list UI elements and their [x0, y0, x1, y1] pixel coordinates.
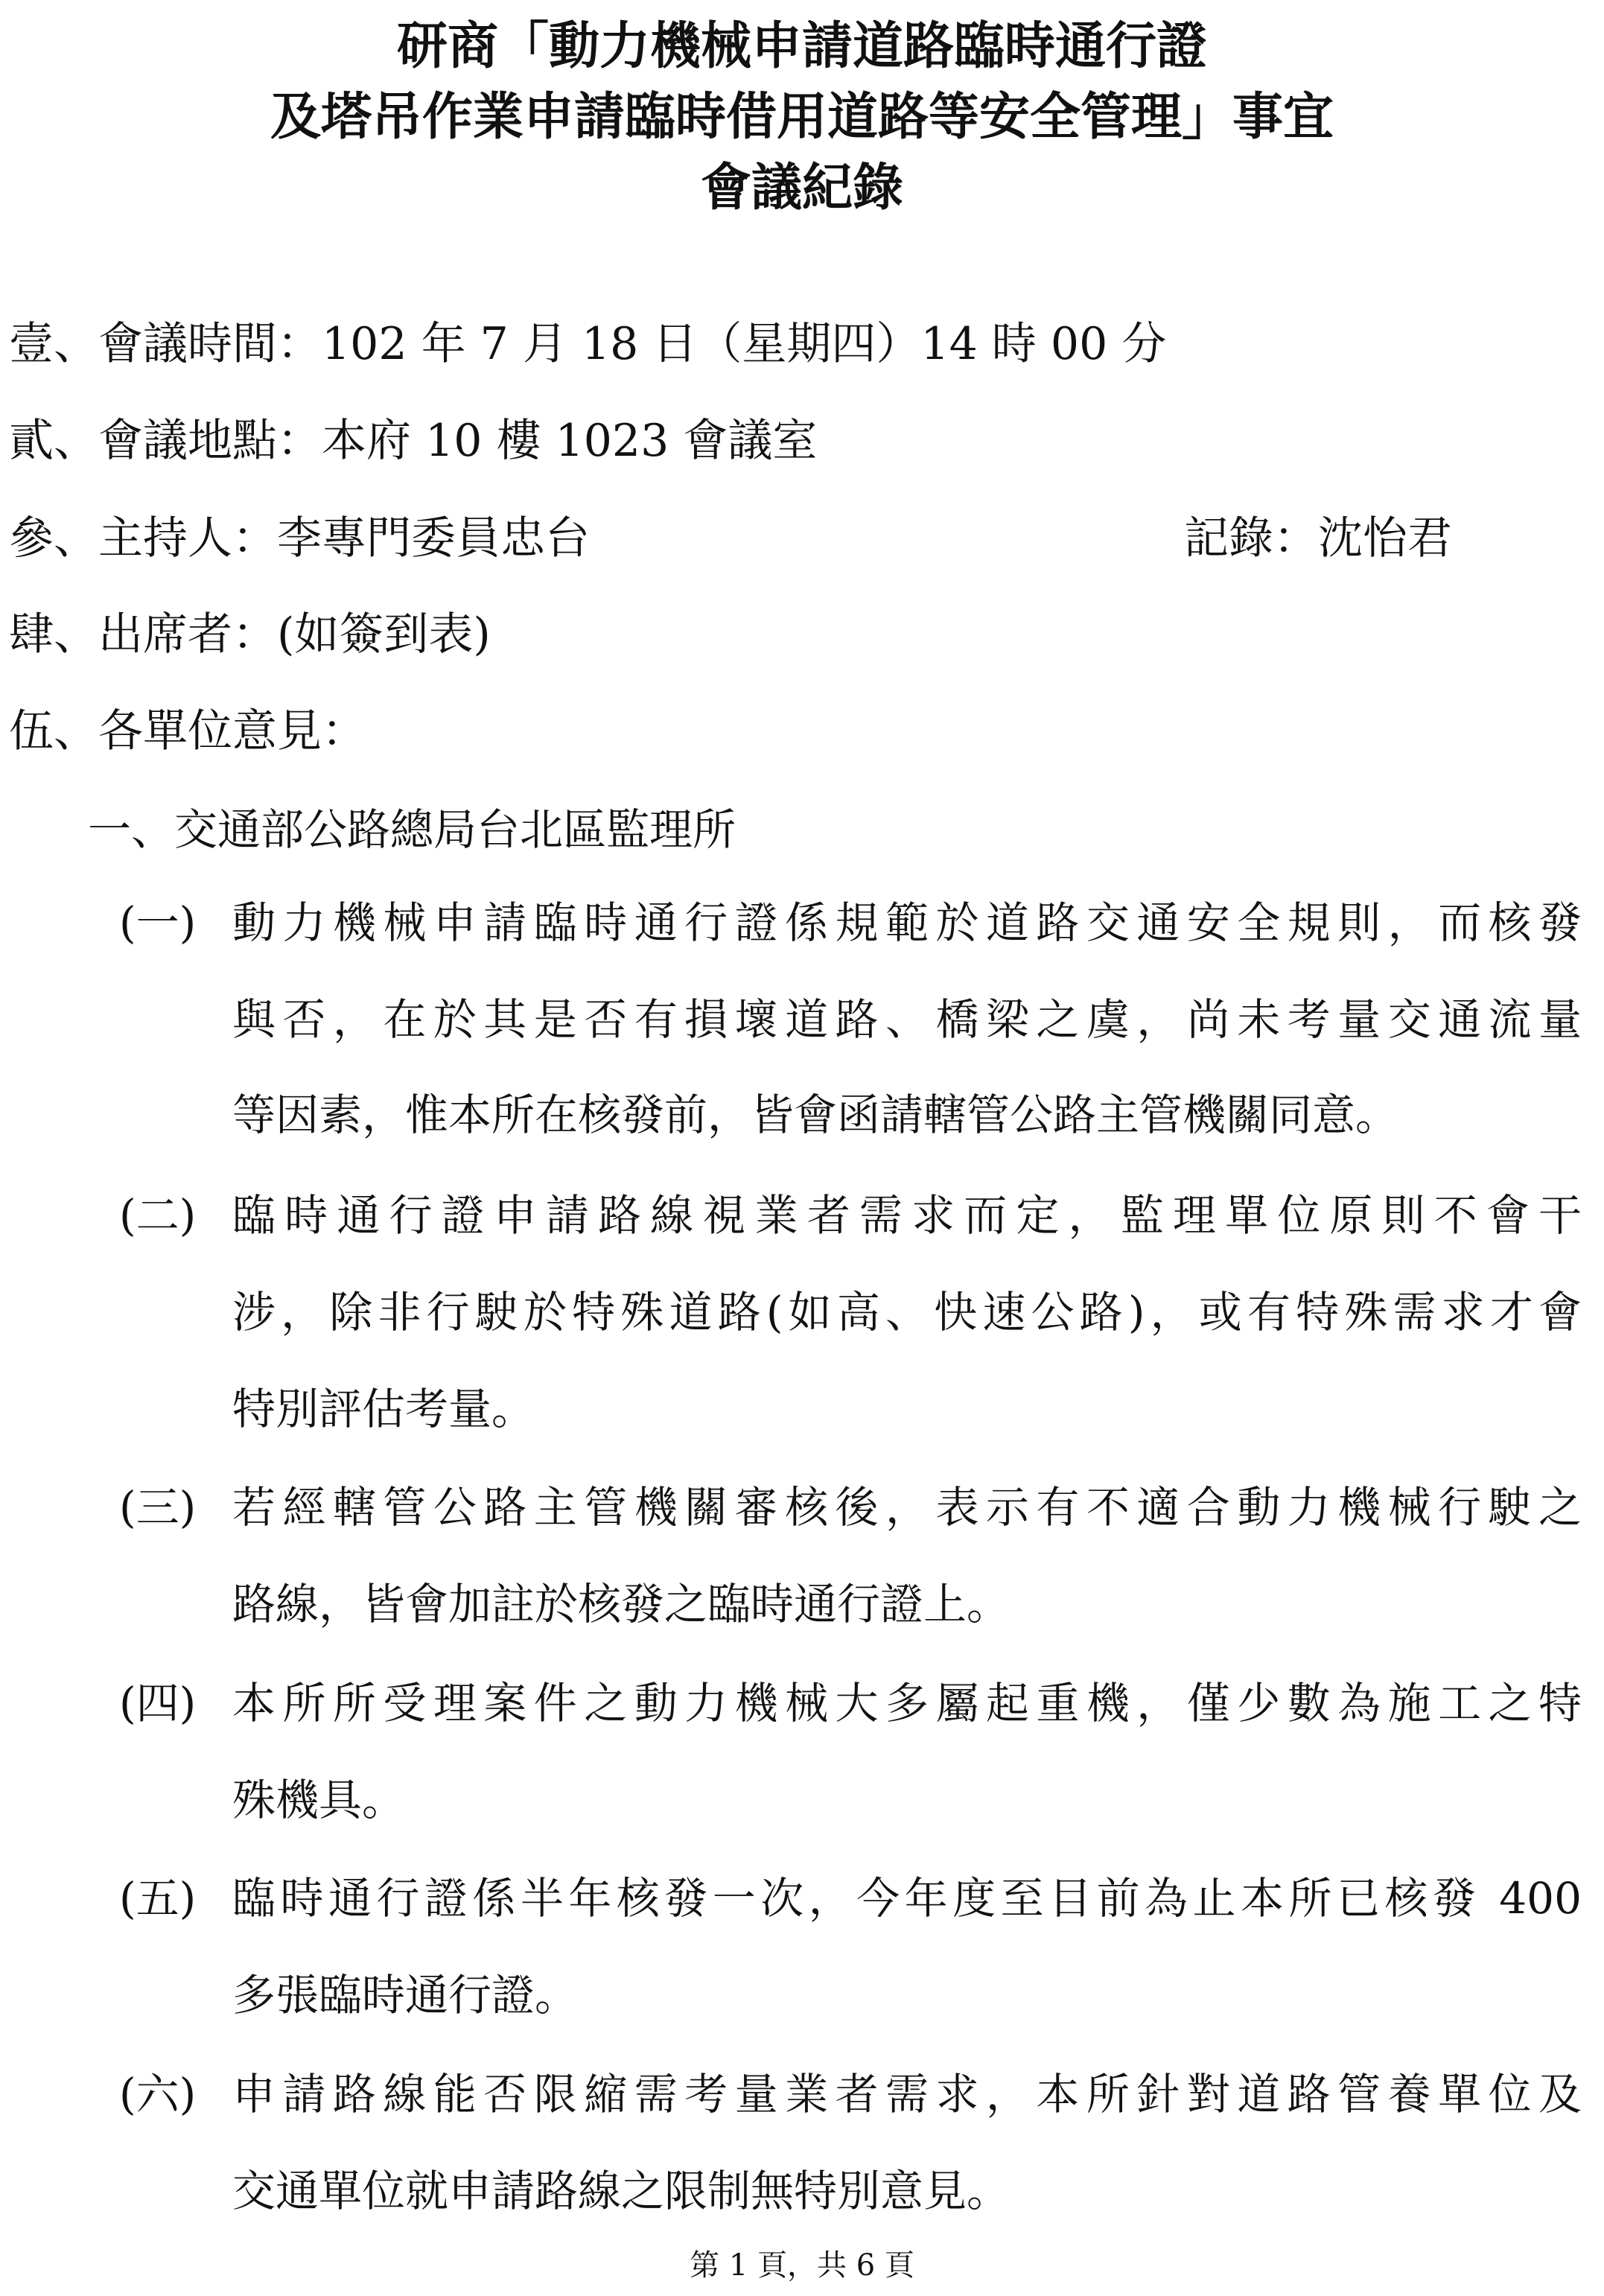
item-line: 特別評估考量。 — [232, 1384, 535, 1434]
item-line: 臨時通行證申請路線視業者需求而定，監理單位原則不會干 — [232, 1190, 1582, 1241]
unit-opinions-heading: 伍、各單位意見： — [9, 705, 366, 757]
item-line: 涉，除非行駛於特殊道路(如高、快速公路)，或有特殊需求才會 — [232, 1287, 1582, 1338]
item-line: 臨時通行證係半年核發一次，今年度至目前為止本所已核發 400 — [232, 1873, 1582, 1924]
title-line-1: 研商「動力機械申請道路臨時通行證 — [396, 16, 1207, 76]
unit-heading: 一、交通部公路總局台北區監理所 — [88, 804, 736, 855]
item-line: 申請路線能否限縮需考量業者需求，本所針對道路管養單位及 — [232, 2069, 1582, 2119]
item-number: (一) — [119, 897, 197, 948]
title-line-3: 會議紀錄 — [700, 158, 903, 217]
item-number: (四) — [119, 1678, 197, 1729]
item-line: 本所所受理案件之動力機械大多屬起重機，僅少數為施工之特 — [232, 1678, 1582, 1729]
item-number: (六) — [119, 2069, 197, 2119]
meeting-time: 壹、會議時間：102 年 7 月 18 日（星期四）14 時 00 分 — [9, 318, 1167, 370]
item-line: 動力機械申請臨時通行證係規範於道路交通安全規則，而核發 — [232, 897, 1582, 948]
item-line: 多張臨時通行證。 — [232, 1970, 579, 2020]
item-line: 與否，在於其是否有損壞道路、橋梁之虞，尚未考量交通流量 — [232, 994, 1582, 1045]
meeting-chair: 參、主持人：李專門委員忠台 — [9, 512, 590, 565]
meeting-attendees: 肆、出席者：(如簽到表) — [9, 608, 491, 661]
item-line: 路線，皆會加註於核發之臨時通行證上。 — [232, 1579, 1011, 1629]
item-line: 殊機具。 — [232, 1775, 406, 1825]
item-number: (三) — [119, 1482, 197, 1533]
item-line: 交通單位就申請路線之限制無特別意見。 — [232, 2166, 1011, 2216]
page-footer: 第 1 頁，共 6 頁 — [690, 2248, 914, 2283]
item-number: (二) — [119, 1190, 197, 1241]
item-number: (五) — [119, 1873, 197, 1924]
meeting-recorder: 記錄：沈怡君 — [1184, 512, 1452, 565]
item-line: 若經轄管公路主管機關審核後，表示有不適合動力機械行駛之 — [232, 1482, 1582, 1533]
item-line: 等因素，惟本所在核發前，皆會函請轄管公路主管機關同意。 — [232, 1090, 1399, 1140]
title-line-2: 及塔吊作業申請臨時借用道路等安全管理」事宜 — [270, 87, 1334, 147]
meeting-place: 貳、會議地點：本府 10 樓 1023 會議室 — [9, 415, 818, 467]
